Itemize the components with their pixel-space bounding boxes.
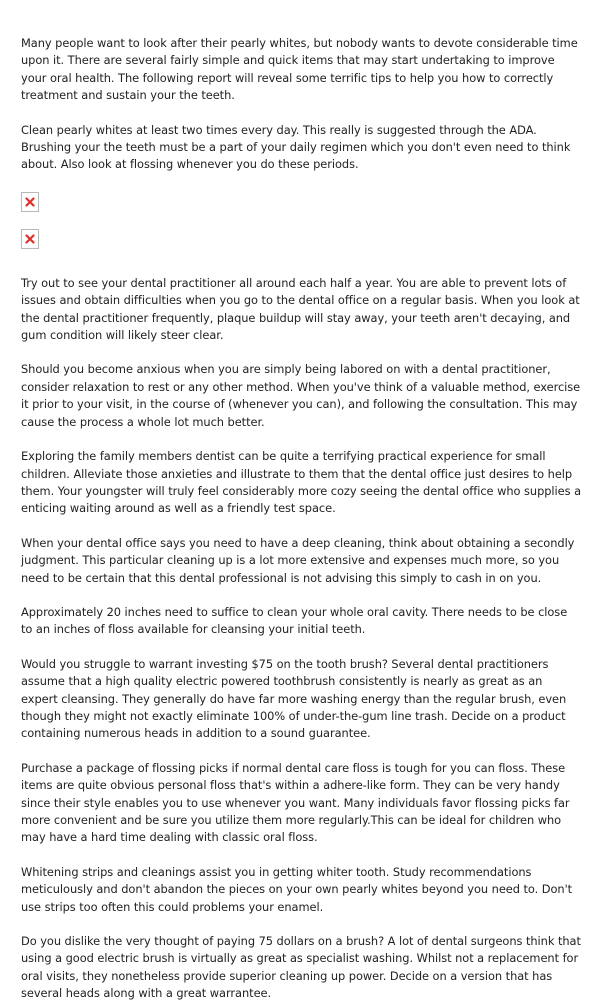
broken-image-icon (21, 192, 39, 212)
paragraph-7: Approximately 20 inches need to suffice to clean your whole oral cavity. There needs to be close to an inches of floss available for cleansing your initial teeth. (21, 604, 568, 637)
paragraph-1: Many people want to look after their pearly whites, but nobody wants to devote considerable time upon it. There are several fairly simple and quick items that may start undertaking to improve your oral health. The following report will reveal some terrific tips to help you how to correctly treatment and sustain your the teeth. (21, 36, 578, 103)
paragraph-6: When your dental office says you need to have a deep cleaning, think about obtaining a secondly judgment. This particular cleaning up is a lot more extensive and expenses much more, so you need to be certain that this dental professional is not advising this simply to cash in on you. (21, 535, 575, 585)
paragraph-4: Should you become anxious when you are simply being labored on with a dental practitioner, consider relaxation to rest or any other method. When you've think of a valuable method, exercise it prior to your visit, in the course of (whenever you can), and following the consultation. This may cause the process a whole lot much better. (21, 362, 581, 429)
broken-image-icon (21, 229, 39, 249)
paragraph-11: Do you dislike the very thought of paying 75 dollars on a brush? A lot of dental surgeons think that using a good electric brush is virtually as great as specialist washing. Whilst not a replacement for oral visits, they nonetheless provide superior cleaning up power. Decide on a version that has several heads along with a great warrantee. (21, 934, 581, 1001)
paragraph-3: Try out to see your dental practitioner all around each half a year. You are able to prevent lots of issues and obtain difficulties when you go to the dental office on a regular basis. When you look at the dental practitioner frequently, plaque buildup will stay away, your teeth aren't decaying, and gum condition will likely steer clear. (21, 275, 580, 343)
article-body (21, 35, 581, 1003)
paragraph-2: Clean pearly whites at least two times every day. This really is suggested through the ADA. Brushing your the teeth must be a part of your daily regimen which you don't even need to think about. Also look at flossing whenever you do these periods. (21, 122, 571, 172)
close-x-glyph (25, 197, 35, 207)
paragraph-10: Whitening strips and cleanings assist you in getting whiter tooth. Study recommendations meticulously and don't abandon the pieces on your own pearly whites beyond you need to. Don't use strips too often this could problems your enamel. (21, 864, 573, 914)
paragraph-9: Purchase a package of flossing picks if normal dental care floss is tough for you can floss. These items are quite obvious personal floss that's within a adhere-like form. They can be very handy since their style enables you to use whenever you want. Many individuals favor flossing picks far more convenient and be sure you utilize them more regularly.This can be ideal for children who may have a hard time dealing with classic oral floss. (21, 760, 570, 845)
paragraph-8: Would you struggle to warrant investing $75 on the tooth brush? Several dental practitioners assume that a high quality electric powered toothbrush consistently is nearly as great as an expert cleansing. They generally do have far more washing energy than the regular brush, even though they might not exactly eliminate 100% of under-the-gum line trash. Decide on a product containing numerous heads in addition to a sound guarantee. (21, 656, 567, 741)
paragraph-5: Exploring the family members dentist can be quite a terrifying practical experience for small children. Alleviate those anxieties and illustrate to them that the dental office just desires to help them. Your youngster will truly feel considerably more cozy seeing the dental office who supplies a enticing waiting around as well as a friendly test space. (21, 449, 581, 516)
close-x-glyph (25, 234, 35, 244)
